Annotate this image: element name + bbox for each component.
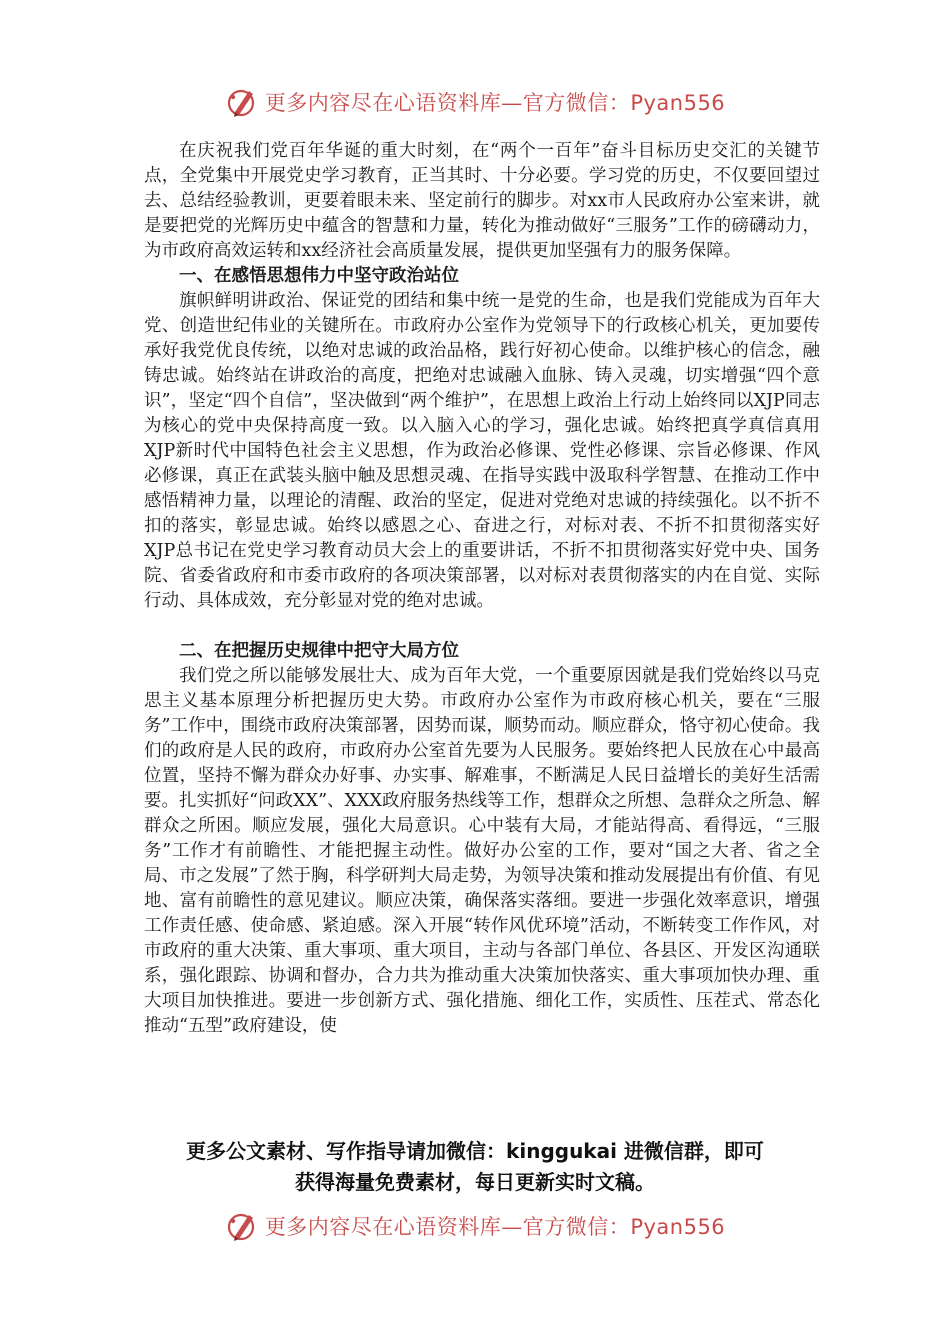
- intro-paragraph: 在庆祝我们党百年华诞的重大时刻，在“两个一百年”奋斗目标历史交汇的关键节点，全党集中开展党史学习教育，正当其时、十分必要。学习党的历史，不仅要回望过去、总结经验教训，更要着眼未来、坚定前行的脚步。对xx市人民政府办公室来讲，就是要把党的光辉历史中蕴含的智慧和力量，转化为推动做好“三服务”工作的磅礴动力，为市政府高效运转和xx经济社会高质量发展，提供更加坚强有力的服务保障。: [144, 141, 820, 261]
- section2-heading: 二、在把握历史规律中把守大局方位: [179, 641, 459, 661]
- footer-banner-text: 更多内容尽在心语资料库—官方微信：Pyan556: [264, 1215, 726, 1239]
- pen-logo-icon: [225, 1209, 259, 1243]
- promo-notice: [0, 1136, 950, 1198]
- document-body: [144, 139, 820, 1039]
- section2-paragraph: 我们党之所以能够发展壮大、成为百年大党，一个重要原因就是我们党始终以马克思主义基本原理分析把握历史大势。市政府办公室作为市政府核心机关，要在“三服务”工作中，围绕市政府决策部署，因势而谋，顺势而动。顺应群众，恪守初心使命。我们的政府是人民的政府，市政府办公室首先要为人民服务。要始终把人民放在心中最高位置，坚持不懈为群众办好事、办实事、解难事，不断满足人民日益增长的美好生活需要。扎实抓好“问政XX”、XXX政府服务热线等工作，想群众之所想、急群众之所急、解群众之所困。顺应发展，强化大局意识。心中装有大局，才能站得高、看得远，“三服务”工作才有前瞻性、才能把握主动性。做好办公室的工作，要对“国之大者、省之全局、市之发展”了然于胸，科学研判大局走势，为领导决策和推动发展提出有价值、有见地、富有前瞻性的意见建议。顺应决策，确保落实落细。要进一步强化效率意识，增强工作责任感、使命感、紧迫感。深入开展“转作风优环境”活动，不断转变工作作风，对市政府的重大决策、重大事项、重大项目，主动与各部门单位、各县区、开发区沟通联系，强化跟踪、协调和督办，合力共为推动重大决策加快落实、重大事项加快办理、重大项目加快推进。要进一步创新方式、强化措施、细化工作，实质性、压茬式、常态化推动“五型”政府建设，使: [144, 666, 820, 1036]
- footer-wechat-id: Pyan556: [630, 1215, 726, 1239]
- promo-line-1: 更多公文素材、写作指导请加微信：kinggukai 进微信群，即可: [186, 1139, 764, 1163]
- header-banner-text: 更多内容尽在心语资料库—官方微信：Pyan556: [264, 91, 726, 115]
- header-banner: [0, 82, 950, 122]
- pen-logo-icon: [225, 85, 259, 119]
- promo-line-2: 获得海量免费素材，每日更新实时文稿。: [295, 1170, 655, 1194]
- header-wechat-id: Pyan556: [630, 91, 726, 115]
- footer-banner: [0, 1206, 950, 1246]
- section1-heading: 一、在感悟思想伟力中坚守政治站位: [179, 266, 459, 286]
- section-spacer: [144, 614, 820, 639]
- section1-paragraph: 旗帜鲜明讲政治、保证党的团结和集中统一是党的生命，也是我们党能成为百年大党、创造世纪伟业的关键所在。市政府办公室作为党领导下的行政核心机关，更加要传承好我党优良传统，以绝对忠诚的政治品格，践行好初心使命。以维护核心的信念，融铸忠诚。始终站在讲政治的高度，把绝对忠诚融入血脉、铸入灵魂，切实增强“四个意识”，坚定“四个自信”，坚决做到“两个维护”，在思想上政治上行动上始终同以XJP同志为核心的党中央保持高度一致。以入脑入心的学习，强化忠诚。始终把真学真信真用XJP新时代中国特色社会主义思想，作为政治必修课、党性必修课、宗旨必修课、作风必修课，真正在武装头脑中触及思想灵魂、在指导实践中汲取科学智慧、在推动工作中感悟精神力量，以理论的清醒、政治的坚定，促进对党绝对忠诚的持续强化。以不折不扣的落实，彰显忠诚。始终以感恩之心、奋进之行，对标对表、不折不扣贯彻落实好XJP总书记在党史学习教育动员大会上的重要讲话，不折不扣贯彻落实好党中央、国务院、省委省政府和市委市政府的各项决策部署，以对标对表贯彻落实的内在自觉、实际行动、具体成效，充分彰显对党的绝对忠诚。: [144, 291, 820, 611]
